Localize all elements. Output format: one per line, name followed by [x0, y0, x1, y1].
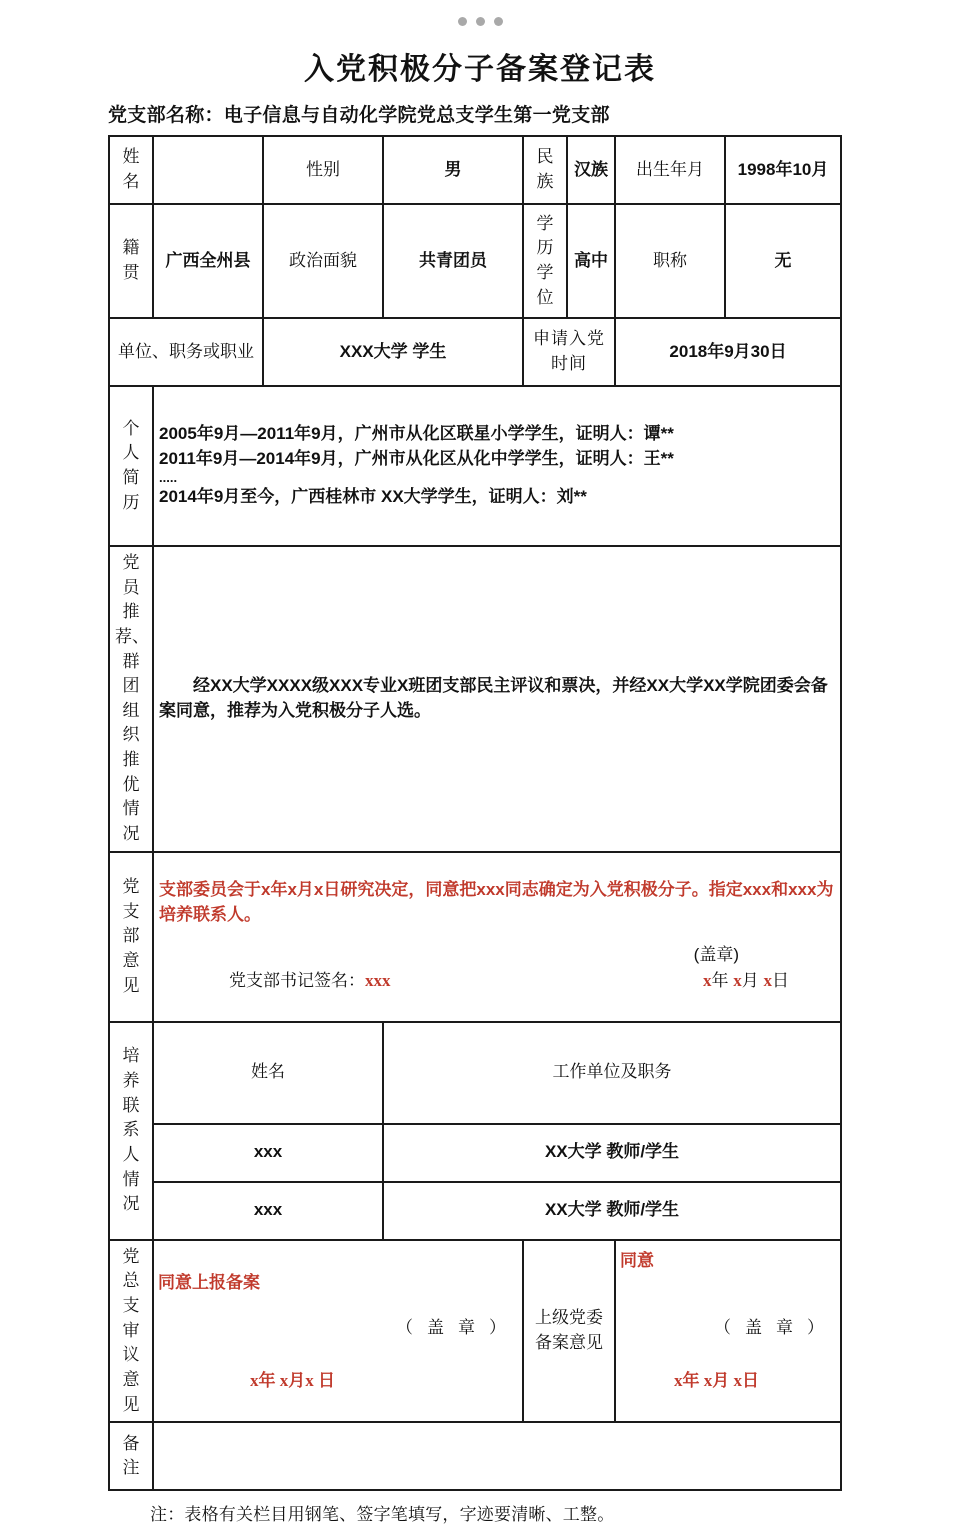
dot-2: [476, 17, 485, 26]
table-row-resume: [109, 386, 841, 546]
contact-2-name[interactable]: xxx: [153, 1182, 383, 1240]
label-native-place: 籍贯: [109, 204, 153, 318]
value-remarks[interactable]: [153, 1422, 841, 1490]
value-ethnicity[interactable]: 汉族: [567, 136, 615, 204]
branch-date-month-unit: 月: [741, 971, 759, 991]
resume-line-3: .....: [159, 470, 178, 486]
upper-committee-verdict: 同意: [620, 1250, 654, 1270]
upper-committee-date: x年 x月 x日: [674, 1370, 759, 1390]
branch-opinion-signature-block: [159, 943, 835, 995]
dot-1: [458, 17, 467, 26]
contact-1-unit[interactable]: XX大学 教师/学生: [383, 1124, 841, 1182]
value-birth-date[interactable]: 1998年10月: [725, 136, 841, 204]
contacts-column-unit: 工作单位及职务: [383, 1022, 841, 1124]
value-branch-opinion[interactable]: [153, 852, 841, 1022]
page-indicator-dots: [0, 0, 960, 34]
label-upper-committee-review: 上级党委备案意见: [523, 1240, 615, 1422]
branch-date-day-unit: 日: [772, 971, 789, 991]
table-row-basic-1: [109, 136, 841, 204]
general-branch-date: x年 x月x 日: [250, 1370, 335, 1390]
label-recommendation: 党员推荐、群团组织推优情况: [109, 546, 153, 852]
dot-3: [494, 17, 503, 26]
label-contacts: 培养联系人情况: [109, 1022, 153, 1240]
label-ethnicity: 民族: [523, 136, 567, 204]
value-resume[interactable]: [153, 386, 841, 546]
value-general-branch-review[interactable]: [153, 1240, 523, 1422]
branch-signature-label: 党支部书记签名：: [229, 971, 365, 991]
resume-line-2: 2011年9月—2014年9月，广州市从化区从化中学学生，证明人：王**: [159, 448, 674, 468]
value-work-unit[interactable]: XXX大学 学生: [263, 318, 523, 386]
branch-date-year: x: [703, 971, 712, 991]
label-gender: 性别: [263, 136, 383, 204]
branch-date-day: x: [763, 971, 772, 991]
branch-opinion-date[interactable]: [703, 969, 789, 994]
footer-note: 注：表格有关栏目用钢笔、签字笔填写，字迹要清晰、工整。: [150, 1505, 615, 1525]
upper-committee-seal: （盖章）: [714, 1317, 838, 1337]
label-branch-opinion: 党支部意见: [109, 852, 153, 1022]
branch-name-value: 电子信息与自动化学院党总支学生第一党支部: [223, 105, 610, 126]
contact-1-name[interactable]: xxx: [153, 1124, 383, 1182]
branch-seal-mark: (盖章): [693, 945, 739, 965]
general-branch-seal: （盖章）: [396, 1317, 520, 1337]
table-row-basic-3: [109, 318, 841, 386]
branch-name-line: [0, 100, 960, 127]
value-name[interactable]: [153, 136, 263, 204]
value-apply-time[interactable]: 2018年9月30日: [615, 318, 841, 386]
value-recommendation[interactable]: 经XX大学XXXX级XXX专业X班团支部民主评议和票决，并经XX大学XX学院团委会备案同意，推荐为入党积极分子人选。: [153, 546, 841, 852]
value-professional-title[interactable]: 无: [725, 204, 841, 318]
label-general-branch-review: 党总支审议意见: [109, 1240, 153, 1422]
table-row-basic-2: [109, 204, 841, 318]
value-native-place[interactable]: 广西全州县: [153, 204, 263, 318]
table-row-review: [109, 1240, 841, 1422]
table-row-contacts-header: [109, 1022, 841, 1124]
branch-signature-value: xxx: [365, 971, 391, 991]
branch-name-label: 党支部名称：: [108, 105, 224, 126]
table-row-contact-2: [109, 1182, 841, 1240]
value-upper-committee-review[interactable]: [615, 1240, 841, 1422]
contact-2-unit[interactable]: XX大学 教师/学生: [383, 1182, 841, 1240]
label-education: 学历学位: [523, 204, 567, 318]
general-branch-verdict: 同意上报备案: [158, 1272, 260, 1292]
label-name: 姓名: [109, 136, 153, 204]
branch-date-year-unit: 年: [711, 971, 729, 991]
label-work-unit: 单位、职务或职业: [109, 318, 263, 386]
branch-opinion-text: 支部委员会于x年x月x日研究决定，同意把xxx同志确定为入党积极分子。指定xxx和xxx为培养联系人。: [159, 880, 834, 924]
table-row-contact-1: [109, 1124, 841, 1182]
table-row-remarks: [109, 1422, 841, 1490]
branch-date-month: x: [733, 971, 742, 991]
label-resume: 个人简历: [109, 386, 153, 546]
label-apply-time: 申请入党时间: [523, 318, 615, 386]
table-row-recommendation: [109, 546, 841, 852]
label-birth-date: 出生年月: [615, 136, 725, 204]
label-professional-title: 职称: [615, 204, 725, 318]
label-remarks: 备注: [109, 1422, 153, 1490]
registration-form-table: [108, 135, 842, 1491]
value-political-status[interactable]: 共青团员: [383, 204, 523, 318]
contacts-column-name: 姓名: [153, 1022, 383, 1124]
page-title: 入党积极分子备案登记表: [304, 53, 656, 86]
resume-line-1: 2005年9月—2011年9月，广州市从化区联星小学学生，证明人：谭**: [159, 423, 674, 443]
label-political-status: 政治面貌: [263, 204, 383, 318]
resume-line-4: 2014年9月至今，广西桂林市 XX大学学生，证明人：刘**: [159, 487, 587, 507]
table-row-branch-opinion: [109, 852, 841, 1022]
value-education[interactable]: 高中: [567, 204, 615, 318]
branch-signature[interactable]: [229, 969, 391, 994]
value-gender[interactable]: 男: [383, 136, 523, 204]
